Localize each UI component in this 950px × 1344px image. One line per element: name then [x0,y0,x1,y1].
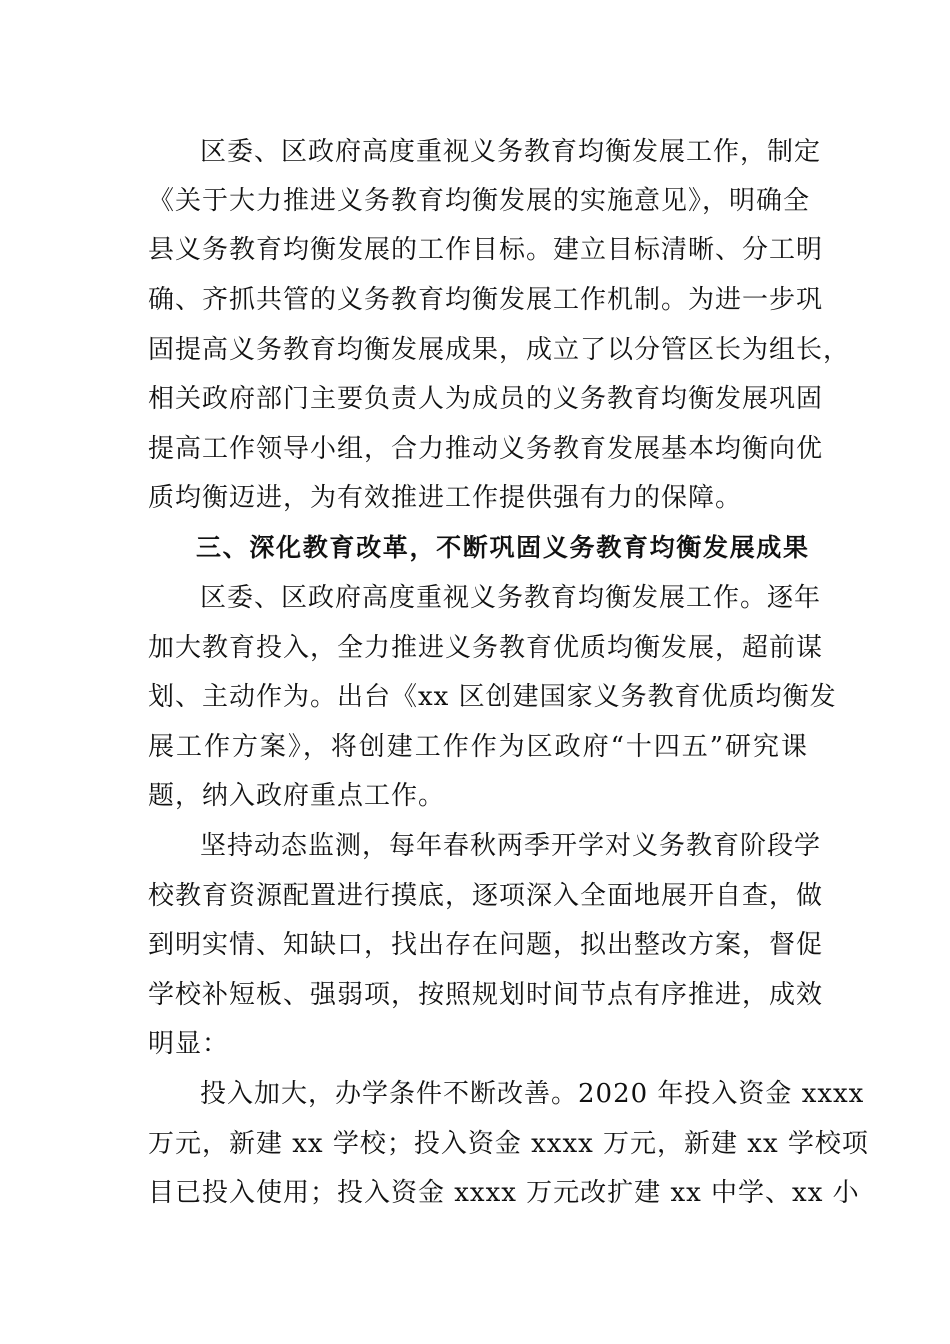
paragraph-1-line-7: 提高工作领导小组，合力推动义务教育发展基本均衡向优 [148,434,824,464]
paragraph-3-line-4: 学校补短板、强弱项，按照规划时间节点有序推进，成效 [148,980,824,1010]
paragraph-4-line-1: 投入加大，办学条件不断改善。2020 年投入资金 xxxx [200,1079,865,1109]
paragraph-1-line-1: 区委、区政府高度重视义务教育均衡发展工作，制定 [200,137,822,167]
paragraph-2-line-3: 划、主动作为。出台《xx 区创建国家义务教育优质均衡发 [148,682,837,712]
paragraph-1-line-3: 县义务教育均衡发展的工作目标。建立目标清晰、分工明 [148,235,824,265]
paragraph-3-line-3: 到明实情、知缺口，找出存在问题，拟出整改方案，督促 [148,930,824,960]
paragraph-2-line-5: 题，纳入政府重点工作。 [148,781,446,811]
paragraph-3-line-1: 坚持动态监测，每年春秋两季开学对义务教育阶段学 [200,831,822,861]
paragraph-4-line-2: 万元，新建 xx 学校；投入资金 xxxx 万元，新建 xx 学校项 [148,1129,869,1159]
paragraph-1-line-2: 《关于大力推进义务教育均衡发展的实施意见》，明确全 [148,186,811,216]
paragraph-1-line-6: 相关政府部门主要负责人为成员的义务教育均衡发展巩固 [148,384,824,414]
section-heading-3: 三、深化教育改革，不断巩固义务教育均衡发展成果 [196,533,808,562]
paragraph-1-line-4: 确、齐抓共管的义务教育均衡发展工作机制。为进一步巩 [148,285,824,315]
paragraph-1-line-8: 质均衡迈进，为有效推进工作提供强有力的保障。 [148,483,743,513]
paragraph-3-line-5: 明显： [148,1029,230,1059]
paragraph-3-line-2: 校教育资源配置进行摸底，逐项深入全面地展开自查，做 [148,881,824,911]
paragraph-2-line-4: 展工作方案》，将创建工作作为区政府“十四五”研究课 [148,732,808,762]
paragraph-4-line-3: 目已投入使用；投入资金 xxxx 万元改扩建 xx 中学、xx 小 [148,1178,860,1208]
paragraph-2-line-1: 区委、区政府高度重视义务教育均衡发展工作。逐年 [200,583,822,613]
paragraph-2-line-2: 加大教育投入，全力推进义务教育优质均衡发展，超前谋 [148,633,824,663]
paragraph-1-line-5: 固提高义务教育均衡发展成果，成立了以分管区长为组长， [148,335,851,365]
